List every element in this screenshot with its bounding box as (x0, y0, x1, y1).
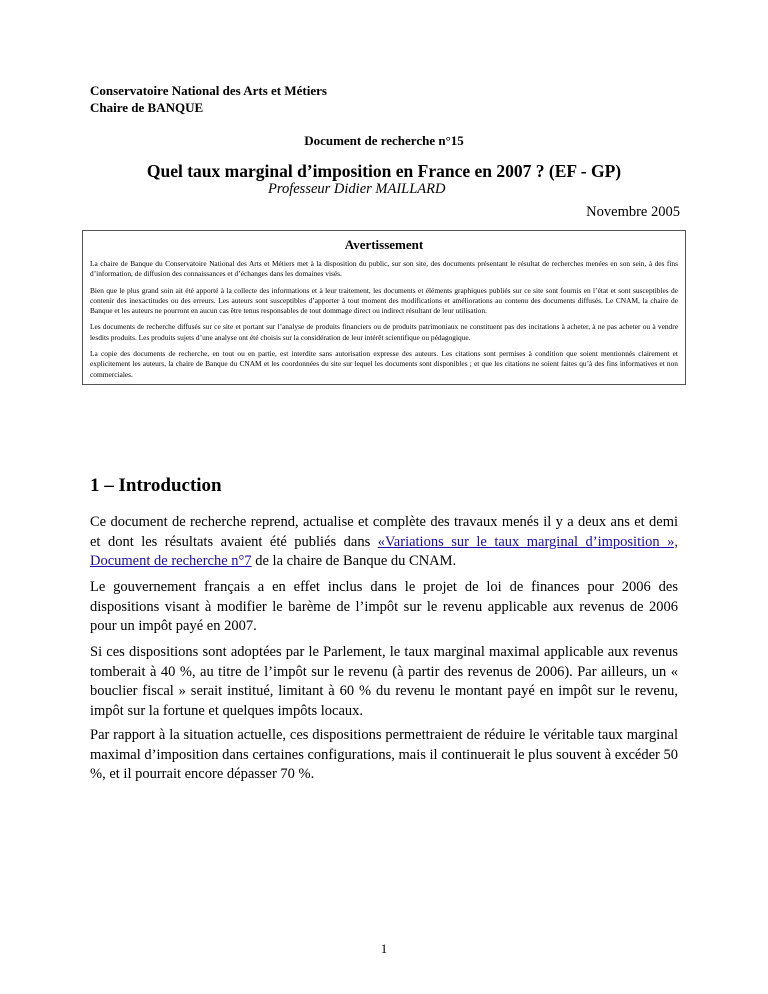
disclaimer-paragraph: Les documents de recherche diffusés sur ce site et portant sur l’analyse de produits financiers ou de produits patrimoniaux ne constituent pas des incitations à acheter, à ne pas acheter ou à vendre lesdits produits. Les produits sujets d’une analyse ont été choisis sur la considération de leur intérêt scientifique ou pédagogique. (90, 322, 678, 342)
intro-paragraph-3: Si ces dispositions sont adoptées par le Parlement, le taux marginal maximal applicable aux revenus tomberait à 40 %, au titre de l’impôt sur le revenu (à partir des revenus de 2006). Par ailleurs, un « bouclier fiscal » serait institué, limitant à 60 % du revenu le montant payé en impôt sur le revenu, impôt sur la fortune et quelques impôts locaux. (90, 644, 678, 719)
paragraph-text: Ce document de recherche reprend, actualise et complète des travaux menés il y a deux ans et demi et dont les résultats avaient été publiés dans (90, 514, 678, 550)
page-number: 1 (380, 941, 388, 956)
institution-name: Conservatoire National des Arts et Métiers (90, 83, 327, 98)
document-title: Quel taux marginal d’imposition en France en 2007 ? (EF - GP) (146, 161, 622, 181)
document-7-link[interactable]: «Variations sur le taux marginal d’imposition », Document de recherche n°7 (90, 533, 678, 569)
disclaimer-paragraph: Bien que le plus grand soin ait été apporté à la collecte des informations et à leur traitement, les documents et éléments graphiques publiés sur ce site sont fournis en l’état et sont susceptibles de contenir des inexactitudes ou des erreurs. Les auteurs sont susceptibles d’apporter à tout moment des modifications et améliorations au contenu des documents diffusés. Le CNAM, la chaire de Banque et les auteurs ne pourront en aucun cas être tenus responsables de tout dommage direct ou indirect résultant de leur utilisation. (90, 285, 678, 316)
disclaimer-paragraph: La chaire de Banque du Conservatoire National des Arts et Métiers met à la disposition du public, sur son site, des documents présentant le résultat de recherches menées en son sein, à des fins d’information, de diffusion des connaissances et d’échanges dans les domaines visés. (90, 259, 678, 279)
section-heading: 1 – Introduction (90, 475, 222, 496)
chair-name: Chaire de BANQUE (90, 100, 204, 115)
author: Professeur Didier MAILLARD (268, 181, 446, 197)
disclaimer-title: Avertissement (344, 237, 424, 252)
disclaimer-box (82, 230, 686, 385)
intro-paragraph-2: Le gouvernement français a en effet inclus dans le projet de loi de finances pour 2006 des dispositions visant à modifier le barème de l’impôt sur le revenu applicable aux revenus de 2006 pour un impôt payé en 2007. (90, 579, 678, 634)
institution-header (90, 82, 327, 116)
intro-paragraph-1 (90, 513, 678, 572)
paragraph-text: de la chaire de Banque du CNAM. (251, 553, 457, 569)
disclaimer-paragraph: La copie des documents de recherche, en tout ou en partie, est interdite sans autorisation expresse des auteurs. Les citations sont permises à condition que soient mentionnés clairement et explicitement les auteurs, la chaire de Banque du CNAM et les coordonnées du site sur lequel les documents sont disponibles ; et que les citations ne soient faites qu’à des fins informatives et non commerciales. (90, 349, 678, 379)
document-number: Document de recherche n°15 (304, 133, 464, 148)
publication-date: Novembre 2005 (586, 204, 680, 220)
intro-paragraph-4: Par rapport à la situation actuelle, ces dispositions permettraient de réduire le véritable taux marginal maximal d’imposition dans certaines configurations, mais il continuerait le plus souvent à excéder 50 %, et il pourrait encore dépasser 70 %. (90, 727, 678, 782)
